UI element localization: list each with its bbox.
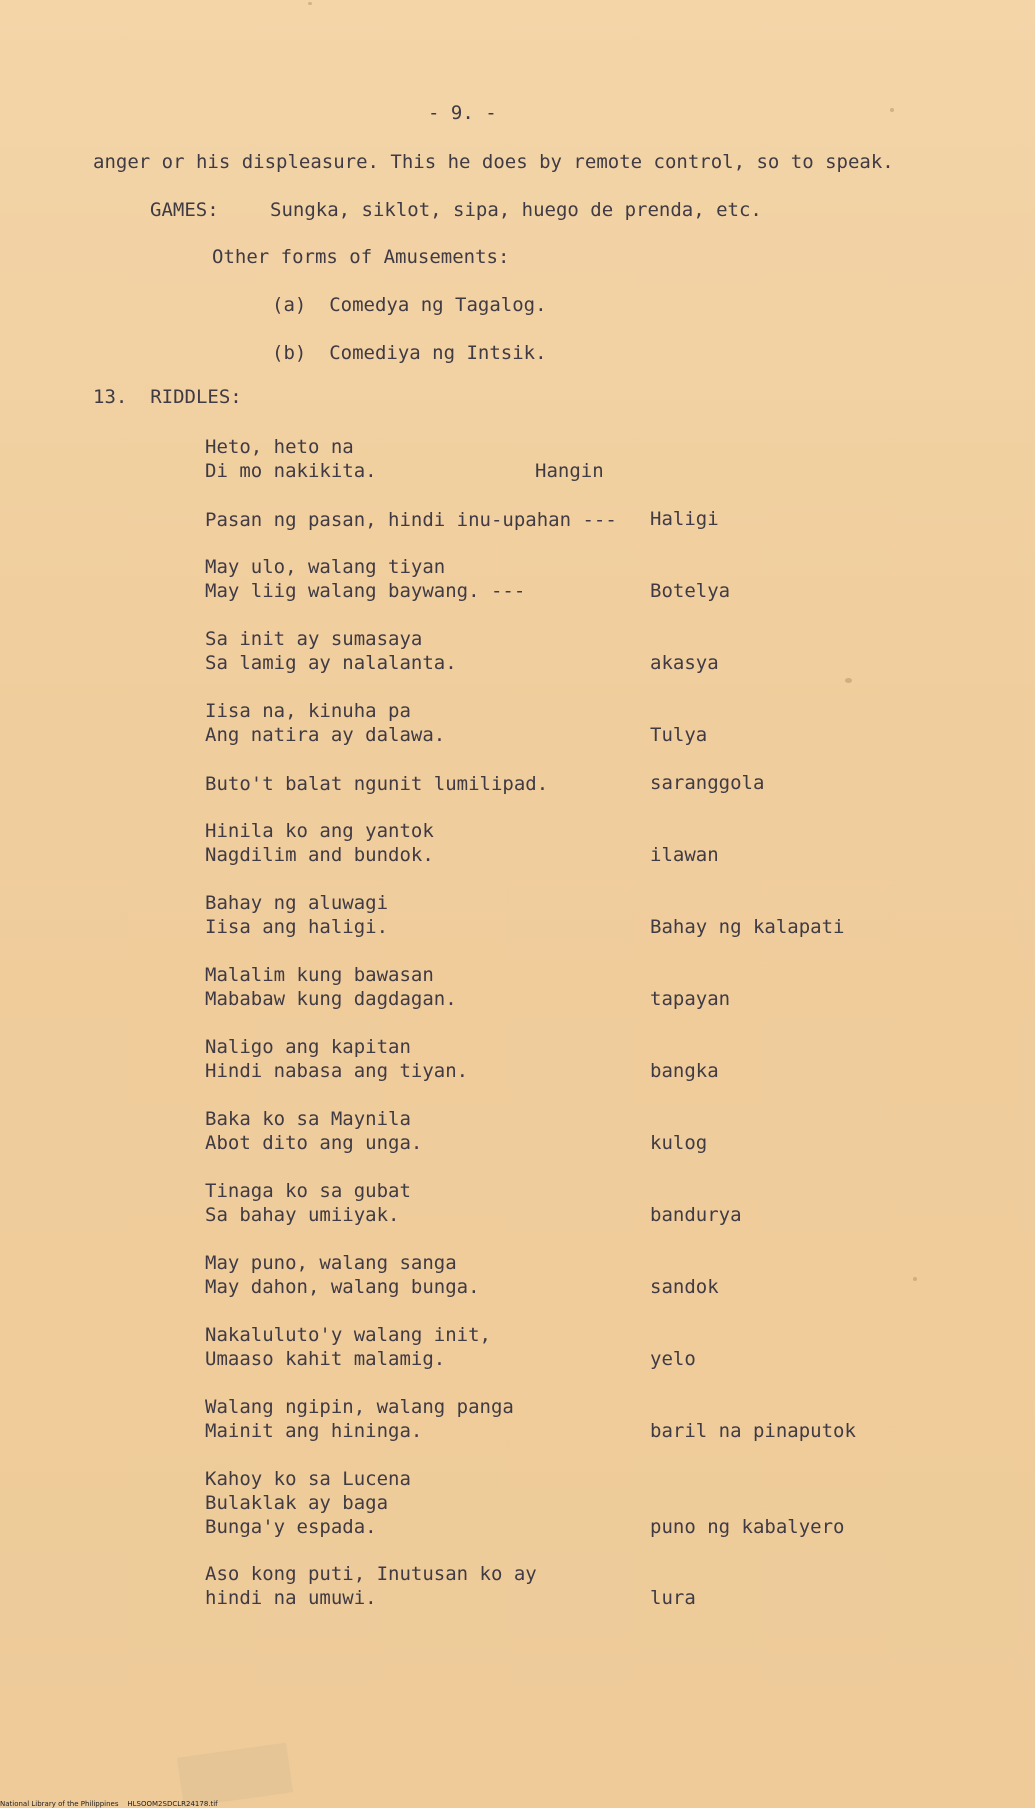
riddle-item xyxy=(205,1251,480,1299)
riddle-text: Naligo ang kapitan Hindi nabasa ang tiyan. xyxy=(205,1036,469,1082)
games-text: Sungka, siklot, sipa, huego de prenda, etc. xyxy=(270,199,762,221)
riddle-item xyxy=(205,1035,468,1083)
riddle-item xyxy=(205,819,434,867)
riddle-text: Nakaluluto'y walang init, Umaaso kahit malamig. xyxy=(205,1324,491,1370)
riddle-answer: Bahay ng kalapati xyxy=(650,916,845,938)
riddle-answer: baril na pinaputok xyxy=(650,1420,856,1442)
paper-speck xyxy=(308,2,312,5)
riddle-answer: Hangin xyxy=(535,460,604,482)
riddle-text: Sa init ay sumasaya Sa lamig ay nalalanta. xyxy=(205,628,457,674)
riddle-text: Kahoy ko sa Lucena Bulaklak ay baga Bunga'y espada. xyxy=(205,1468,411,1538)
riddle-answer: akasya xyxy=(650,652,719,674)
riddle-answer: Tulya xyxy=(650,724,708,746)
riddle-answer: yelo xyxy=(650,1348,696,1370)
riddle-item xyxy=(205,555,525,603)
riddle-item xyxy=(205,1562,537,1610)
riddle-text: Walang ngipin, walang panga Mainit ang hininga. xyxy=(205,1396,514,1442)
riddles-heading: 13. RIDDLES: xyxy=(93,386,242,408)
riddle-text: May puno, walang sanga May dahon, walang bunga. xyxy=(205,1252,480,1298)
riddle-item xyxy=(205,627,457,675)
riddle-answer: bandurya xyxy=(650,1204,742,1226)
riddle-text: May ulo, walang tiyan May liig walang baywang. --- xyxy=(205,556,526,602)
riddle-text: Tinaga ko sa gubat Sa bahay umiiyak. xyxy=(205,1180,411,1226)
riddle-answer: ilawan xyxy=(650,844,719,866)
riddle-answer: Haligi xyxy=(650,508,719,530)
riddle-item xyxy=(205,772,548,796)
riddle-text: Pasan ng pasan, hindi inu-upahan --- xyxy=(205,509,617,531)
riddle-text: Iisa na, kinuha pa Ang natira ay dalawa. xyxy=(205,700,446,746)
riddle-text: Bahay ng aluwagi Iisa ang haligi. xyxy=(205,892,389,938)
riddle-item xyxy=(205,963,457,1011)
page-number: - 9. - xyxy=(428,102,497,124)
riddle-text: Buto't balat ngunit lumilipad. xyxy=(205,773,549,795)
riddle-item xyxy=(205,435,377,483)
games-label: GAMES: xyxy=(150,199,219,221)
riddle-item xyxy=(205,1107,422,1155)
riddle-answer: kulog xyxy=(650,1132,708,1154)
riddle-text: Baka ko sa Maynila Abot dito ang unga. xyxy=(205,1108,423,1154)
amusements-heading: Other forms of Amusements: xyxy=(212,246,510,268)
riddle-text: Malalim kung bawasan Mababaw kung dagdagan. xyxy=(205,964,457,1010)
riddle-answer: lura xyxy=(650,1587,696,1609)
intro-line: anger or his displeasure. This he does by remote control, so to speak. xyxy=(93,151,894,173)
riddle-text: Aso kong puti, Inutusan ko ay hindi na umuwi. xyxy=(205,1563,537,1609)
riddle-item xyxy=(205,1395,514,1443)
footer-source: National Library of the Philippines HLSOOM2SDCLR24178.tif xyxy=(0,1800,218,1808)
amusement-item: (b) Comediya ng Intsik. xyxy=(272,342,547,364)
riddle-text: Hinila ko ang yantok Nagdilim and bundok. xyxy=(205,820,434,866)
riddle-answer: saranggola xyxy=(650,772,765,794)
riddle-answer: Botelya xyxy=(650,580,731,602)
amusement-item: (a) Comedya ng Tagalog. xyxy=(272,294,547,316)
riddle-item xyxy=(205,508,617,532)
riddle-item xyxy=(205,1467,411,1539)
riddle-item xyxy=(205,1179,411,1227)
riddle-item xyxy=(205,699,445,747)
riddle-answer: sandok xyxy=(650,1276,719,1298)
paper-speck xyxy=(845,678,852,683)
riddle-answer: bangka xyxy=(650,1060,719,1082)
riddle-answer: tapayan xyxy=(650,988,731,1010)
riddle-item xyxy=(205,891,388,939)
riddle-answer: puno ng kabalyero xyxy=(650,1516,845,1538)
riddle-text: Heto, heto na Di mo nakikita. xyxy=(205,436,377,482)
paper-speck xyxy=(890,108,894,112)
riddle-item xyxy=(205,1323,491,1371)
tape-mark xyxy=(177,1743,293,1808)
paper-speck xyxy=(913,1277,917,1281)
